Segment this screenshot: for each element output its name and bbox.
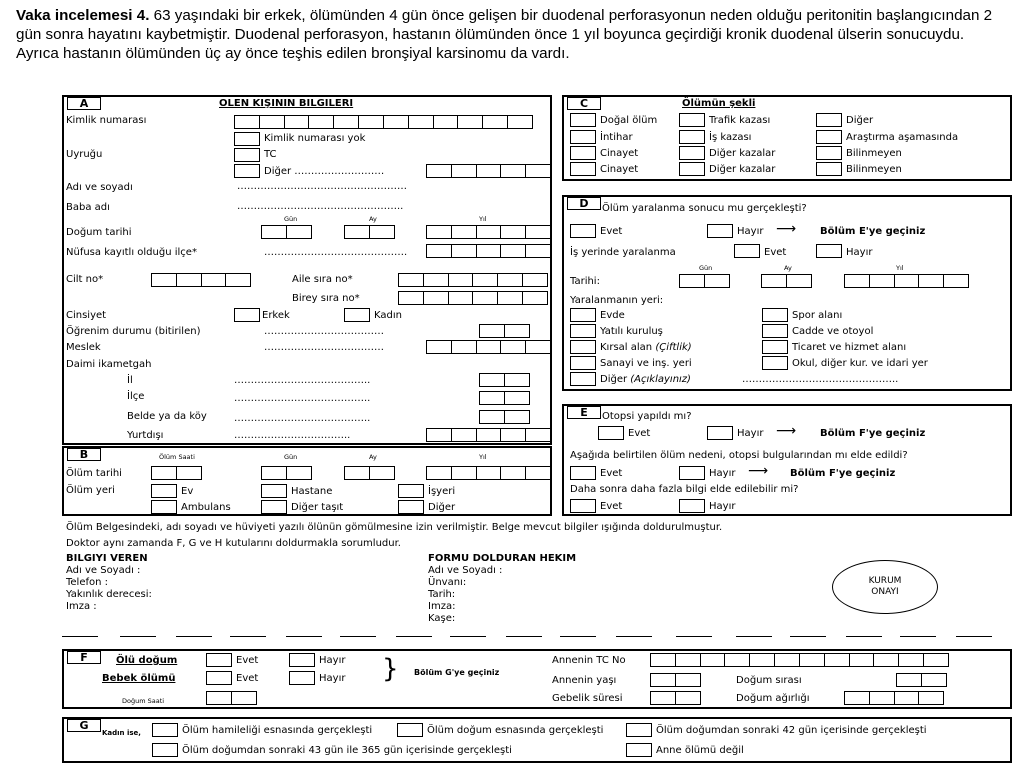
g-o5-label: Anne ölümü değil (656, 745, 744, 756)
ticaret-checkbox[interactable] (762, 340, 788, 354)
sanayi-checkbox[interactable] (570, 356, 596, 370)
dogum-gun-boxes[interactable] (261, 225, 311, 239)
meslek-label: Meslek (66, 342, 101, 353)
isyerinde-label: İş yerinde yaralanma (570, 247, 676, 258)
g-o5-checkbox[interactable] (626, 743, 652, 757)
erkek-label: Erkek (262, 310, 290, 321)
belde-label: Belde ya da köy (127, 411, 207, 422)
d-yil-boxes[interactable] (844, 274, 968, 288)
ticaret-label: Ticaret ve hizmet alanı (792, 342, 907, 353)
cadde-checkbox[interactable] (762, 324, 788, 338)
olum-ay-boxes[interactable] (344, 466, 394, 480)
kadin-checkbox[interactable] (344, 308, 370, 322)
diger-tasit-label: Diğer taşıt (291, 502, 344, 513)
yurtdisi-field[interactable]: …………………………….. (234, 430, 351, 441)
bilinmeyen-checkbox[interactable] (816, 146, 842, 160)
section-b-tag: B (67, 448, 101, 461)
hekim-imza-label: Imza: (428, 601, 456, 612)
case-body: 63 yaşındaki bir erkek, ölümünden 4 gün önce gelişen bir duodenal perforasyonun neden olduğu peritonitin başlangıcından 2 gün sonra hayatını kaybetmiştir. Duodenal perforasyon, hastanın ölümünden önce 1 yıl boyunca geçirdiği kronik duodenal ülserin sonucuydu. Ayrıca hastanın ölümünden üç ay önce teşhis edilen bronşiyal karsinomu da vardı. (16, 7, 993, 62)
ambulans-checkbox[interactable] (151, 500, 177, 514)
diger-sekil-checkbox[interactable] (816, 113, 842, 127)
diger-uyruk-checkbox[interactable] (234, 164, 260, 178)
section-f (62, 649, 1012, 709)
section-g (62, 717, 1012, 763)
dogum-yil-caption: Yıl (479, 215, 487, 223)
diger-sekil-label: Diğer (846, 115, 874, 126)
g-o4-label: Ölüm doğumdan sonraki 43 gün ile 365 gün içerisinde gerçekleşti (182, 745, 512, 756)
d-diger-checkbox[interactable] (570, 372, 596, 386)
g-o2-checkbox[interactable] (397, 723, 423, 737)
meslek-boxes[interactable] (426, 340, 550, 354)
cinayet-checkbox[interactable] (570, 146, 596, 160)
g-o3-checkbox[interactable] (626, 723, 652, 737)
section-a (62, 95, 552, 445)
dogum-ay-caption: Ay (369, 215, 377, 223)
dogum-yil-boxes[interactable] (426, 225, 550, 239)
hekim-unvan-label: Ünvanı: (428, 577, 467, 588)
cinsiyet-label: Cinsiyet (66, 310, 107, 321)
d-ay-boxes[interactable] (761, 274, 811, 288)
d-evet-checkbox[interactable] (570, 224, 596, 238)
section-e (562, 404, 1012, 516)
arastirma-label: Araştırma aşamasında (846, 132, 959, 143)
d-yeri-label: Yaralanmanın yeri: (570, 295, 664, 306)
evde-label: Evde (600, 310, 625, 321)
cilt-boxes[interactable] (151, 273, 250, 287)
section-e-tag: E (567, 406, 601, 419)
cadde-label: Cadde ve otoyol (792, 326, 874, 337)
dogum-saati-caption: Doğum Saati (122, 697, 165, 705)
meslek-field[interactable]: ……………………………… (264, 342, 384, 353)
cinayet-label: Cinayet (600, 148, 639, 159)
evde-checkbox[interactable] (570, 308, 596, 322)
g-o1-checkbox[interactable] (152, 723, 178, 737)
birey-boxes[interactable] (398, 291, 547, 305)
il-label: İl (127, 375, 133, 386)
belge-note: Ölüm Belgesindeki, adı soyadı ve hüviyeti yazılı ölünün gömülmesine izin verilmiştir. Belge mevcut bilgiler ışığında doldurulmuştur. (66, 522, 723, 533)
hastane-checkbox[interactable] (261, 484, 287, 498)
e2-goto: Bölüm F'ye geçiniz (790, 468, 896, 479)
cinayet2-checkbox[interactable] (570, 162, 596, 176)
is-kazasi-checkbox[interactable] (679, 130, 705, 144)
f-evet2-label: Evet (236, 673, 259, 684)
bilinmeyen2-checkbox[interactable] (816, 162, 842, 176)
belde-boxes[interactable] (479, 410, 529, 424)
section-c-tag: C (567, 97, 601, 110)
d-yil-caption: Yıl (896, 264, 904, 272)
ambulans-label: Ambulans (181, 502, 231, 513)
ilce-boxes[interactable] (479, 391, 529, 405)
olum-yeri-label: Ölüm yeri (66, 485, 115, 496)
bilgi-yakin-label: Yakınlık derecesi: (66, 589, 152, 600)
nufus-field[interactable]: ……………………………………. (264, 247, 408, 258)
intihar-label: İntihar (600, 132, 633, 143)
case-text (16, 6, 1006, 63)
olu-dogum-label: Ölü doğum (116, 655, 178, 666)
anne-yas-boxes[interactable] (650, 673, 700, 687)
f-hayir1-label: Hayır (319, 655, 346, 666)
isyerinde-hayir-label: Hayır (846, 247, 873, 258)
hekim-title: FORMU DOLDURAN HEKIM (428, 553, 577, 564)
adsoyad-field[interactable]: …………………………………………… (237, 181, 407, 192)
dogum-gun-caption: Gün (284, 215, 298, 223)
d-hayir-checkbox[interactable] (707, 224, 733, 238)
kimlik-yok-label: Kimlik numarası yok (264, 133, 366, 144)
hekim-ad-label: Adı ve Soyadı : (428, 565, 503, 576)
bilgi-tel-label: Telefon : (66, 577, 109, 588)
f-evet1-label: Evet (236, 655, 259, 666)
il-boxes[interactable] (479, 373, 529, 387)
olum-saati-caption: Ölüm Saati (159, 453, 195, 461)
kimlik-boxes[interactable] (234, 115, 532, 129)
spor-label: Spor alanı (792, 310, 843, 321)
d-tarihi-label: Tarihi: (570, 276, 600, 287)
dogum-label: Doğum tarihi (66, 227, 132, 238)
yurtdisi-boxes[interactable] (426, 428, 550, 442)
e2-hayir-checkbox[interactable] (679, 466, 705, 480)
isyeri-checkbox[interactable] (398, 484, 424, 498)
kirsal-label: Kırsal alan (Çiftlik) (600, 342, 692, 353)
d-goto: Bölüm E'ye geçiniz (820, 226, 926, 237)
hastane-label: Hastane (291, 486, 333, 497)
g-o2-label: Ölüm doğum esnasında gerçekleşti (427, 725, 604, 736)
e-question: Otopsi yapıldı mı? (602, 411, 692, 422)
kurum-onayi-stamp: KURUM ONAYI (832, 560, 938, 614)
dogum-saati-boxes[interactable] (206, 691, 256, 705)
section-a-title: OLEN KIŞININ BILGILERI (219, 98, 354, 109)
belde-field[interactable]: ………………………………….. (234, 413, 371, 424)
d-hayir-label: Hayır (737, 226, 764, 237)
olum-gun-caption: Gün (284, 453, 298, 461)
e2-evet-label: Evet (600, 468, 623, 479)
olum-yil-boxes[interactable] (426, 466, 550, 480)
kimlik-label: Kimlik numarası (66, 115, 147, 126)
f-goto: Bölüm G'ye geçiniz (414, 668, 500, 677)
olum-ay-caption: Ay (369, 453, 377, 461)
bebek-olumu-label: Bebek ölümü (102, 673, 176, 684)
diger-kazalar-label: Diğer kazalar (709, 148, 776, 159)
e2-hayir-label: Hayır (709, 468, 736, 479)
trafik-label: Trafik kazası (709, 115, 771, 126)
ikamet-label: Daimi ikametgah (66, 359, 152, 370)
e-goto: Bölüm F'ye geçiniz (820, 428, 926, 439)
okul-label: Okul, diğer kur. ve idari yer (792, 358, 928, 369)
d-gun-boxes[interactable] (679, 274, 729, 288)
isyerinde-evet-checkbox[interactable] (734, 244, 760, 258)
uyruk-label: Uyruğu (66, 149, 103, 160)
birey-label: Birey sıra no* (292, 293, 360, 304)
d-question: Ölüm yaralanma sonucu mu gerçekleşti? (602, 203, 807, 214)
spor-checkbox[interactable] (762, 308, 788, 322)
nufus-label: Nüfusa kayıtlı olduğu ilçe* (66, 247, 197, 258)
kadin-label: Kadın (374, 310, 402, 321)
trafik-checkbox[interactable] (679, 113, 705, 127)
g-o4-checkbox[interactable] (152, 743, 178, 757)
f-hayir2-label: Hayır (319, 673, 346, 684)
e2-arrow-icon: ⟶ (748, 463, 769, 479)
d-arrow-icon: ⟶ (776, 221, 797, 237)
section-b (62, 446, 552, 516)
e-q3: Daha sonra daha fazla bilgi elde edilebilir mi? (570, 484, 799, 495)
bilgi-veren-title: BILGIYI VEREN (66, 553, 148, 564)
diger-yer-label: Diğer (428, 502, 456, 513)
case-title: Vaka incelemesi 4. (16, 7, 150, 24)
diger-kazalar-checkbox[interactable] (679, 146, 705, 160)
il-field[interactable]: ………………………………….. (234, 375, 371, 386)
dogum-agirligi-boxes[interactable] (844, 691, 943, 705)
diger-uyruk-label: Diğer ……………………… (264, 166, 385, 177)
isyerinde-hayir-checkbox[interactable] (816, 244, 842, 258)
dogum-sirasi-boxes[interactable] (896, 673, 946, 687)
g-o1-label: Ölüm hamileliği esnasında gerçekleşti (182, 725, 373, 736)
anne-yas-label: Annenin yaşı (552, 675, 617, 686)
section-g-tag: G (67, 719, 101, 732)
bilgi-imza-label: Imza : (66, 601, 97, 612)
e-arrow-icon: ⟶ (776, 423, 797, 439)
ev-checkbox[interactable] (151, 484, 177, 498)
section-d (562, 195, 1012, 391)
olum-gun-boxes[interactable] (261, 466, 311, 480)
baba-label: Baba adı (66, 202, 110, 213)
ogrenim-label: Öğrenim durumu (bitirilen) (66, 326, 201, 337)
baba-field[interactable]: ………………………………………….. (237, 201, 404, 212)
f-evet1-checkbox[interactable] (206, 653, 232, 667)
section-f-tag: F (67, 651, 101, 664)
hekim-tarih-label: Tarih: (428, 589, 456, 600)
d-evet-label: Evet (600, 226, 623, 237)
arastirma-checkbox[interactable] (816, 130, 842, 144)
gebelik-boxes[interactable] (650, 691, 700, 705)
adsoyad-label: Adı ve soyadı (66, 182, 133, 193)
bilgi-ad-label: Adı ve Soyadı : (66, 565, 141, 576)
dogum-sirasi-label: Doğum sırası (736, 675, 802, 686)
e-q2: Aşağıda belirtilen ölüm nedeni, otopsi bulgularından mı elde edildi? (570, 450, 908, 461)
dogum-ay-boxes[interactable] (344, 225, 394, 239)
f-hayir2-checkbox[interactable] (289, 671, 315, 685)
ogrenim-field[interactable]: ……………………………… (264, 326, 384, 337)
aile-label: Aile sıra no* (292, 274, 353, 285)
kimlik-yok-checkbox[interactable] (234, 132, 260, 146)
ogrenim-boxes[interactable] (479, 324, 529, 338)
e3-evet-label: Evet (600, 501, 623, 512)
section-a-tag: A (67, 97, 101, 110)
section-c (562, 95, 1012, 181)
bilinmeyen2-label: Bilinmeyen (846, 164, 902, 175)
anne-tc-boxes[interactable] (650, 653, 948, 667)
aile-boxes[interactable] (398, 273, 547, 287)
f-brace-icon: } (382, 654, 399, 684)
yatili-label: Yatılı kuruluş (600, 326, 663, 337)
ev-label: Ev (181, 486, 194, 497)
cinayet2-label: Cinayet (600, 164, 639, 175)
yurtdisi-label: Yurtdışı (127, 430, 164, 441)
e-hayir-label: Hayır (737, 428, 764, 439)
e-hayir-checkbox[interactable] (707, 426, 733, 440)
diger-tasit-checkbox[interactable] (261, 500, 287, 514)
f-hayir1-checkbox[interactable] (289, 653, 315, 667)
is-kazasi-label: İş kazası (709, 132, 752, 143)
section-d-tag: D (567, 197, 601, 210)
d-gun-caption: Gün (699, 264, 713, 272)
kirsal-checkbox[interactable] (570, 340, 596, 354)
dogum-agirligi-label: Doğum ağırlığı (736, 693, 810, 704)
g-o3-label: Ölüm doğumdan sonraki 42 gün içerisinde gerçekleşti (656, 725, 927, 736)
bilinmeyen-label: Bilinmeyen (846, 148, 902, 159)
isyeri-label: İşyeri (428, 486, 456, 497)
doktor-note: Doktor aynı zamanda F, G ve H kutularını doldurmakla sorumludur. (66, 538, 401, 549)
hekim-kase-label: Kaşe: (428, 613, 456, 624)
yatili-checkbox[interactable] (570, 324, 596, 338)
sanayi-label: Sanayi ve inş. yeri (600, 358, 692, 369)
d-diger-field[interactable]: ……………………………………….. (742, 374, 899, 385)
f-evet2-checkbox[interactable] (206, 671, 232, 685)
anne-tc-label: Annenin TC No (552, 655, 626, 666)
ilce-label: İlçe (127, 391, 145, 402)
cilt-label: Cilt no* (66, 274, 104, 285)
e-evet-label: Evet (628, 428, 651, 439)
dogal-checkbox[interactable] (570, 113, 596, 127)
ilce-field[interactable]: ………………………………….. (234, 393, 371, 404)
e3-hayir-checkbox[interactable] (679, 499, 705, 513)
okul-checkbox[interactable] (762, 356, 788, 370)
olum-saati-boxes[interactable] (151, 466, 201, 480)
diger-yer-checkbox[interactable] (398, 500, 424, 514)
e-evet-checkbox[interactable] (598, 426, 624, 440)
olum-yil-caption: Yıl (479, 453, 487, 461)
olum-tarihi-label: Ölüm tarihi (66, 468, 122, 479)
uyruk-boxes[interactable] (426, 164, 550, 178)
diger-kazalar2-checkbox[interactable] (679, 162, 705, 176)
section-c-title: Ölümün şekli (682, 98, 756, 109)
d-ay-caption: Ay (784, 264, 792, 272)
isyerinde-evet-label: Evet (764, 247, 787, 258)
erkek-checkbox[interactable] (234, 308, 260, 322)
e2-evet-checkbox[interactable] (570, 466, 596, 480)
gebelik-label: Gebelik süresi (552, 693, 623, 704)
diger-kazalar2-label: Diğer kazalar (709, 164, 776, 175)
tc-checkbox[interactable] (234, 148, 260, 162)
dogal-label: Doğal ölüm (600, 115, 658, 126)
e3-hayir-label: Hayır (709, 501, 736, 512)
kadin-ise-label: Kadın ise, (102, 729, 141, 737)
tc-label: TC (264, 149, 277, 160)
e3-evet-checkbox[interactable] (570, 499, 596, 513)
intihar-checkbox[interactable] (570, 130, 596, 144)
nufus-boxes[interactable] (426, 244, 550, 258)
d-diger-label: Diğer (Açıklayınız) (600, 374, 691, 385)
